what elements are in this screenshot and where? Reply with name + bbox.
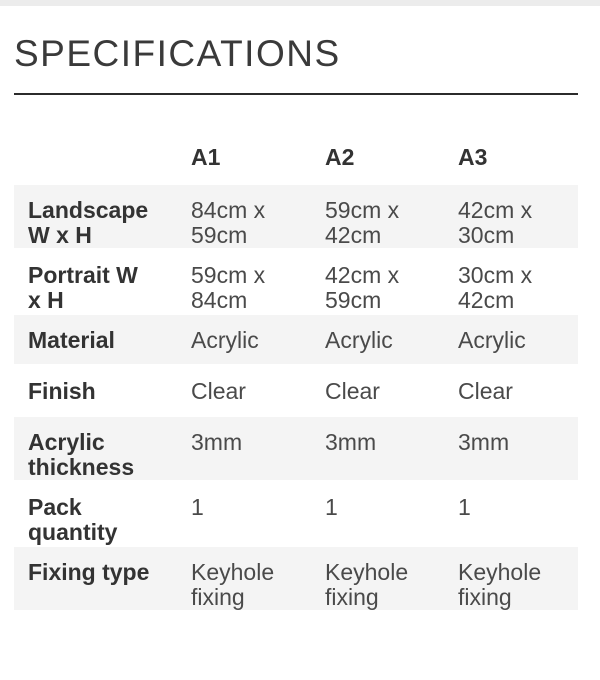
cell-a1 bbox=[177, 249, 311, 314]
cell-a1 bbox=[177, 546, 311, 611]
cell-line: 59cm x bbox=[325, 197, 400, 223]
cell-line: Clear bbox=[191, 378, 246, 404]
table-row bbox=[14, 249, 578, 314]
cell-a3 bbox=[444, 416, 578, 481]
cell-line: 84cm bbox=[191, 287, 248, 313]
cell-line: 1 bbox=[191, 494, 204, 520]
row-label-material bbox=[14, 314, 177, 365]
cell-a1 bbox=[177, 365, 311, 416]
cell-line: Acrylic bbox=[458, 327, 526, 353]
cell-line: fixing bbox=[458, 584, 512, 610]
column-header-a1: A1 bbox=[191, 144, 221, 170]
cell-line: 3mm bbox=[458, 429, 510, 455]
row-label-line: Acrylic bbox=[28, 429, 105, 455]
table-row bbox=[14, 481, 578, 546]
cell-a2 bbox=[311, 249, 444, 314]
header-corner bbox=[14, 133, 177, 185]
cell-a1 bbox=[177, 416, 311, 481]
cell-line: 30cm x bbox=[458, 262, 533, 288]
row-label-line: Landscape bbox=[28, 197, 149, 223]
cell-a2 bbox=[311, 314, 444, 365]
cell-line: 59cm bbox=[191, 222, 248, 248]
top-divider-strip bbox=[0, 0, 600, 6]
column-header-a3: A3 bbox=[458, 144, 488, 170]
cell-line: 30cm bbox=[458, 222, 515, 248]
cell-line: fixing bbox=[325, 584, 379, 610]
row-label-line: Finish bbox=[28, 378, 96, 404]
row-label-line: x H bbox=[28, 287, 64, 313]
row-label-pack-quantity bbox=[14, 481, 177, 546]
cell-a3 bbox=[444, 249, 578, 314]
row-label-line: thickness bbox=[28, 454, 135, 480]
cell-line: 59cm bbox=[325, 287, 382, 313]
cell-line: Keyhole bbox=[191, 559, 275, 585]
cell-a3 bbox=[444, 185, 578, 249]
table-row bbox=[14, 314, 578, 365]
row-label-line: Fixing type bbox=[28, 559, 150, 585]
table-row bbox=[14, 416, 578, 481]
cell-a3 bbox=[444, 546, 578, 611]
cell-line: 1 bbox=[325, 494, 338, 520]
cell-line: Acrylic bbox=[325, 327, 393, 353]
table-row bbox=[14, 365, 578, 416]
cell-a2 bbox=[311, 185, 444, 249]
cell-line: fixing bbox=[191, 584, 245, 610]
cell-line: 3mm bbox=[191, 429, 243, 455]
cell-line: Acrylic bbox=[191, 327, 259, 353]
row-label-landscape bbox=[14, 185, 177, 249]
row-label-fixing-type bbox=[14, 546, 177, 611]
cell-a1 bbox=[177, 481, 311, 546]
cell-line: Clear bbox=[458, 378, 513, 404]
cell-line: Clear bbox=[325, 378, 380, 404]
specifications-table bbox=[14, 133, 578, 612]
title-underline bbox=[14, 93, 578, 95]
row-label-line: W x H bbox=[28, 222, 92, 248]
table-row bbox=[14, 546, 578, 611]
cell-a1 bbox=[177, 314, 311, 365]
table-row bbox=[14, 185, 578, 249]
cell-a1 bbox=[177, 185, 311, 249]
cell-a3 bbox=[444, 314, 578, 365]
cell-line: 42cm x bbox=[325, 262, 400, 288]
cell-line: Keyhole bbox=[458, 559, 542, 585]
cell-line: Keyhole bbox=[325, 559, 409, 585]
cell-a3 bbox=[444, 481, 578, 546]
table-header-row bbox=[14, 133, 578, 185]
cell-line: 3mm bbox=[325, 429, 377, 455]
row-label-portrait bbox=[14, 249, 177, 314]
cell-line: 84cm x bbox=[191, 197, 266, 223]
page-title: SPECIFICATIONS bbox=[14, 33, 341, 74]
cell-line: 1 bbox=[458, 494, 471, 520]
cell-a2 bbox=[311, 416, 444, 481]
cell-a2 bbox=[311, 481, 444, 546]
row-label-line: Pack bbox=[28, 494, 82, 520]
cell-line: 42cm bbox=[325, 222, 382, 248]
cell-a2 bbox=[311, 365, 444, 416]
cell-a3 bbox=[444, 365, 578, 416]
cell-line: 42cm x bbox=[458, 197, 533, 223]
row-label-line: Portrait W bbox=[28, 262, 138, 288]
row-label-line: quantity bbox=[28, 519, 118, 545]
row-label-acrylic-thickness bbox=[14, 416, 177, 481]
cell-a2 bbox=[311, 546, 444, 611]
row-label-finish bbox=[14, 365, 177, 416]
row-label-line: Material bbox=[28, 327, 115, 353]
cell-line: 59cm x bbox=[191, 262, 266, 288]
cell-line: 42cm bbox=[458, 287, 515, 313]
column-header-a2: A2 bbox=[325, 144, 355, 170]
